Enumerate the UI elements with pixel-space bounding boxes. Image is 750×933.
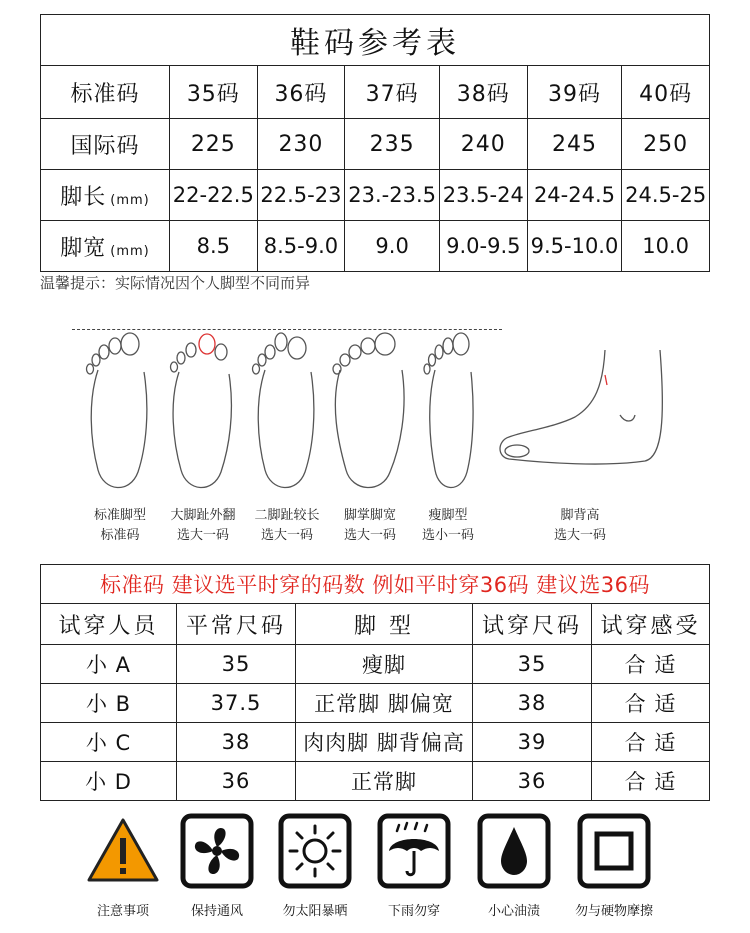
warning-icon [87, 818, 159, 882]
table-cell: 8.5-9.0 [257, 221, 345, 272]
row-unit: (mm) [110, 243, 150, 259]
table-cell: 合 适 [592, 684, 710, 723]
table-cell: 37.5 [177, 684, 296, 723]
row-label: 脚宽 [60, 235, 107, 261]
table-cell: 40码 [622, 66, 710, 119]
high-instep-foot-icon [495, 345, 675, 475]
table-cell: 24.5-25 [622, 170, 710, 221]
table-cell: 235 [345, 119, 440, 170]
row-header [41, 221, 170, 272]
table-cell: 39码 [527, 66, 622, 119]
table-cell: 8.5 [170, 221, 258, 272]
table-cell: 小 D [41, 762, 177, 801]
table-cell: 9.0-9.5 [439, 221, 527, 272]
column-header: 试穿人员 [41, 604, 177, 645]
table-cell: 10.0 [622, 221, 710, 272]
row-label: 标准码 [70, 81, 140, 107]
table-cell: 35 [177, 645, 296, 684]
table-cell: 36 [473, 762, 592, 801]
table-cell: 23.5-24 [439, 170, 527, 221]
table-cell: 23.-23.5 [345, 170, 440, 221]
table-cell: 240 [439, 119, 527, 170]
row-unit: (mm) [110, 192, 150, 208]
column-header: 脚 型 [296, 604, 473, 645]
table-cell: 24-24.5 [527, 170, 622, 221]
column-header: 试穿尺码 [473, 604, 592, 645]
row-label: 脚长 [60, 184, 107, 210]
table-cell: 35码 [170, 66, 258, 119]
care-label: 下雨勿穿 [387, 904, 440, 919]
trial-fitting-table [40, 564, 710, 801]
care-label: 小心油渍 [487, 904, 540, 919]
care-label: 勿太阳暴晒 [282, 904, 348, 919]
oil-drop-icon [477, 813, 551, 889]
size-reference-table [40, 14, 710, 272]
care-label: 勿与硬物摩擦 [574, 904, 653, 919]
table-cell: 正常脚 [296, 762, 473, 801]
table-cell: 225 [170, 119, 258, 170]
foot-type-label: 二脚趾较长 选大一码 [254, 508, 320, 543]
table-cell: 小 C [41, 723, 177, 762]
umbrella-rain-icon [377, 813, 451, 889]
foot-type-label: 标准脚型 标准码 [93, 508, 146, 543]
row-header [41, 66, 170, 119]
table-cell: 合 适 [592, 762, 710, 801]
size-advice-hint: 标准码 建议选平时穿的码数 例如平时穿36码 建议选36码 [41, 565, 710, 604]
table-cell: 38 [177, 723, 296, 762]
table-cell: 245 [527, 119, 622, 170]
table-cell: 38码 [439, 66, 527, 119]
row-header [41, 119, 170, 170]
column-header: 平常尺码 [177, 604, 296, 645]
table-cell: 正常脚 脚偏宽 [296, 684, 473, 723]
tip-text: 温馨提示：实际情况因个人脚型不同而异 [40, 274, 311, 292]
table-cell: 瘦脚 [296, 645, 473, 684]
table-header-row [41, 604, 710, 645]
long-second-toe-foot-icon [247, 330, 327, 500]
foot-type-label: 脚掌脚宽 选大一码 [343, 508, 396, 543]
table-cell: 250 [622, 119, 710, 170]
foot-type-label: 大脚趾外翻 选大一码 [170, 508, 236, 543]
table-cell: 小 A [41, 645, 177, 684]
table-row [41, 170, 710, 221]
table-row [41, 762, 710, 801]
table-row [41, 66, 710, 119]
bunion-foot-icon [163, 330, 243, 500]
standard-foot-icon [80, 330, 160, 500]
table-cell: 37码 [345, 66, 440, 119]
table-row [41, 645, 710, 684]
table-cell: 肉肉脚 脚背偏高 [296, 723, 473, 762]
table-cell: 9.5-10.0 [527, 221, 622, 272]
table-row [41, 723, 710, 762]
table-cell: 合 适 [592, 723, 710, 762]
table-cell: 22.5-23 [257, 170, 345, 221]
care-label: 注意事项 [96, 904, 149, 919]
table-cell: 22-22.5 [170, 170, 258, 221]
column-header: 试穿感受 [592, 604, 710, 645]
size-table-title: 鞋码参考表 [41, 15, 710, 66]
square-icon [577, 813, 651, 889]
table-cell: 36码 [257, 66, 345, 119]
table-cell: 9.0 [345, 221, 440, 272]
table-cell: 小 B [41, 684, 177, 723]
table-row [41, 119, 710, 170]
table-row [41, 221, 710, 272]
table-cell: 合 适 [592, 645, 710, 684]
table-cell: 35 [473, 645, 592, 684]
foot-type-label: 瘦脚型 选小一码 [421, 508, 474, 543]
sun-icon [278, 813, 352, 889]
table-cell: 36 [177, 762, 296, 801]
row-header [41, 170, 170, 221]
table-cell: 38 [473, 684, 592, 723]
wide-foot-icon [330, 330, 410, 500]
table-cell: 39 [473, 723, 592, 762]
table-row [41, 684, 710, 723]
slim-foot-icon [413, 330, 493, 500]
table-cell: 230 [257, 119, 345, 170]
fan-icon [180, 813, 254, 889]
care-label: 保持通风 [190, 904, 243, 919]
foot-type-label: 脚背高 选大一码 [553, 508, 606, 543]
row-label: 国际码 [70, 133, 140, 159]
